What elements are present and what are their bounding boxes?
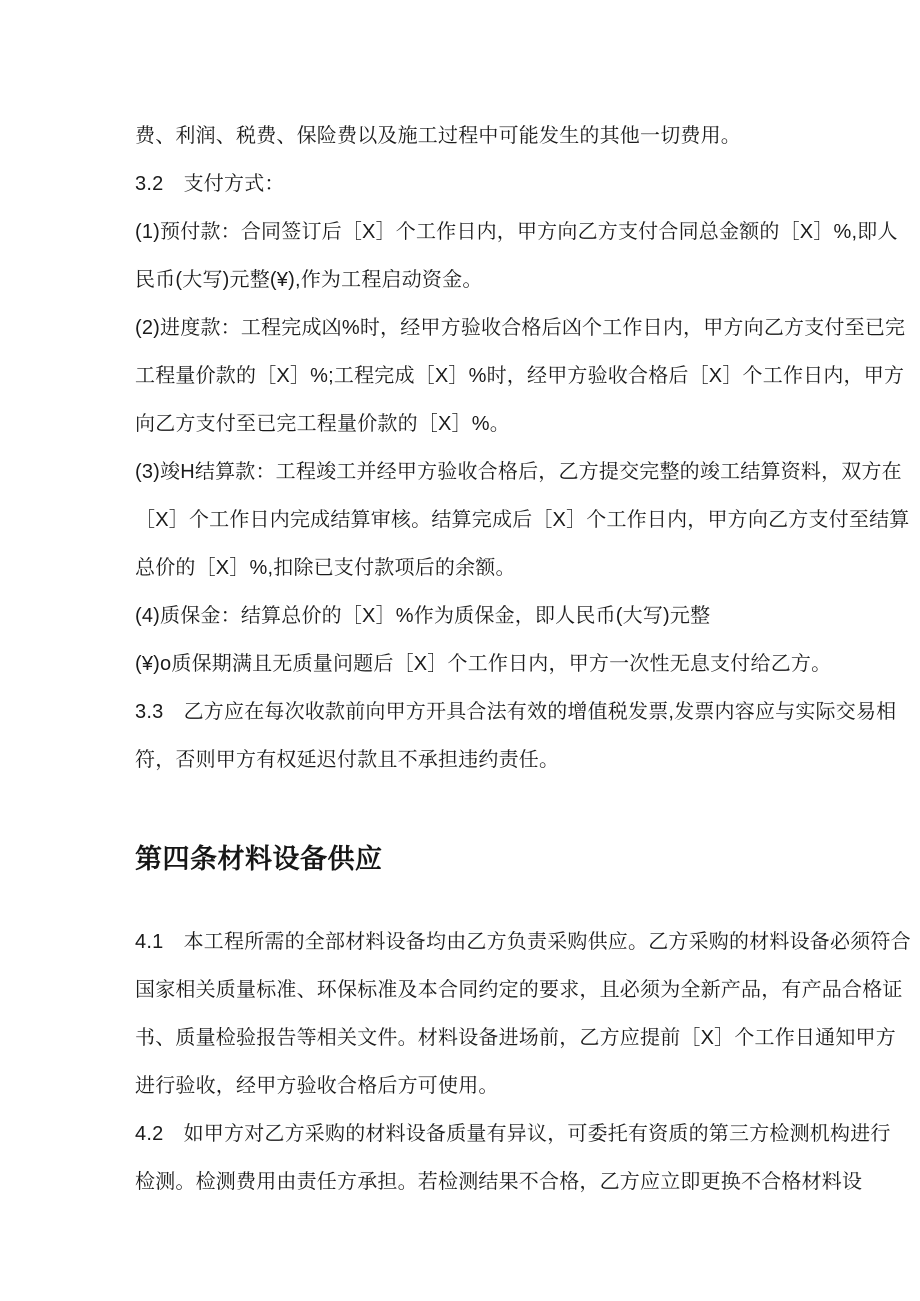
body-line: 费、利润、税费、保险费以及施工过程中可能发生的其他一切费用。 <box>135 125 741 147</box>
body-line-clause-4-2: 4.2 如甲方对乙方采购的材料设备质量有异议，可委托有资质的第三方检测机构进行 <box>135 1123 891 1145</box>
body-line: 书、质量检验报告等相关文件。材料设备进场前，乙方应提前［X］个工作日通知甲方 <box>135 1027 896 1049</box>
contract-body <box>135 112 911 1206</box>
body-line-clause-4-1: 4.1 本工程所需的全部材料设备均由乙方负责采购供应。乙方采购的材料设备必须符合 <box>135 931 911 953</box>
body-line-item-4: (4)质保金：结算总价的［X］%作为质保金，即人民币(大写)元整 <box>135 605 711 627</box>
body-line: 进行验收，经甲方验收合格后方可使用。 <box>135 1075 499 1097</box>
body-line: 向乙方支付至已完工程量价款的［X］%。 <box>135 413 510 435</box>
body-line-clause-3-2: 3.2 支付方式： <box>135 173 285 195</box>
body-line-item-3: (3)竣H结算款：工程竣工并经甲方验收合格后，乙方提交完整的竣工结算资料，双方在 <box>135 461 902 483</box>
body-line: 民币(大写)元整(¥),作为工程启动资金。 <box>135 269 483 291</box>
body-line: 国家相关质量标准、环保标准及本合同约定的要求，且必须为全新产品，有产品合格证 <box>135 979 903 1001</box>
body-line: 工程量价款的［X］%;工程完成［X］%时，经甲方验收合格后［X］个工作日内，甲方 <box>135 365 905 387</box>
body-line-clause-3-3: 3.3 乙方应在每次收款前向甲方开具合法有效的增值税发票,发票内容应与实际交易相 <box>135 701 897 723</box>
body-line-item-2: (2)进度款：工程完成凶%时，经甲方验收合格后凶个工作日内，甲方向乙方支付至已完 <box>135 317 906 339</box>
body-line: (¥)o质保期满且无质量问题后［X］个工作日内，甲方一次性无息支付给乙方。 <box>135 653 832 675</box>
body-line: 检测。检测费用由责任方承担。若检测结果不合格，乙方应立即更换不合格材料设 <box>135 1171 863 1193</box>
body-line: 总价的［X］%,扣除已支付款项后的余额。 <box>135 557 516 579</box>
body-line-item-1: (1)预付款：合同签订后［X］个工作日内，甲方向乙方支付合同总金额的［X］%,即人 <box>135 221 898 243</box>
section-heading-article-4: 第四条材料设备供应 <box>135 844 383 874</box>
body-line: ［X］个工作日内完成结算审核。结算完成后［X］个工作日内，甲方向乙方支付至结算 <box>135 509 910 531</box>
body-line: 符，否则甲方有权延迟付款且不承担违约责任。 <box>135 749 560 771</box>
